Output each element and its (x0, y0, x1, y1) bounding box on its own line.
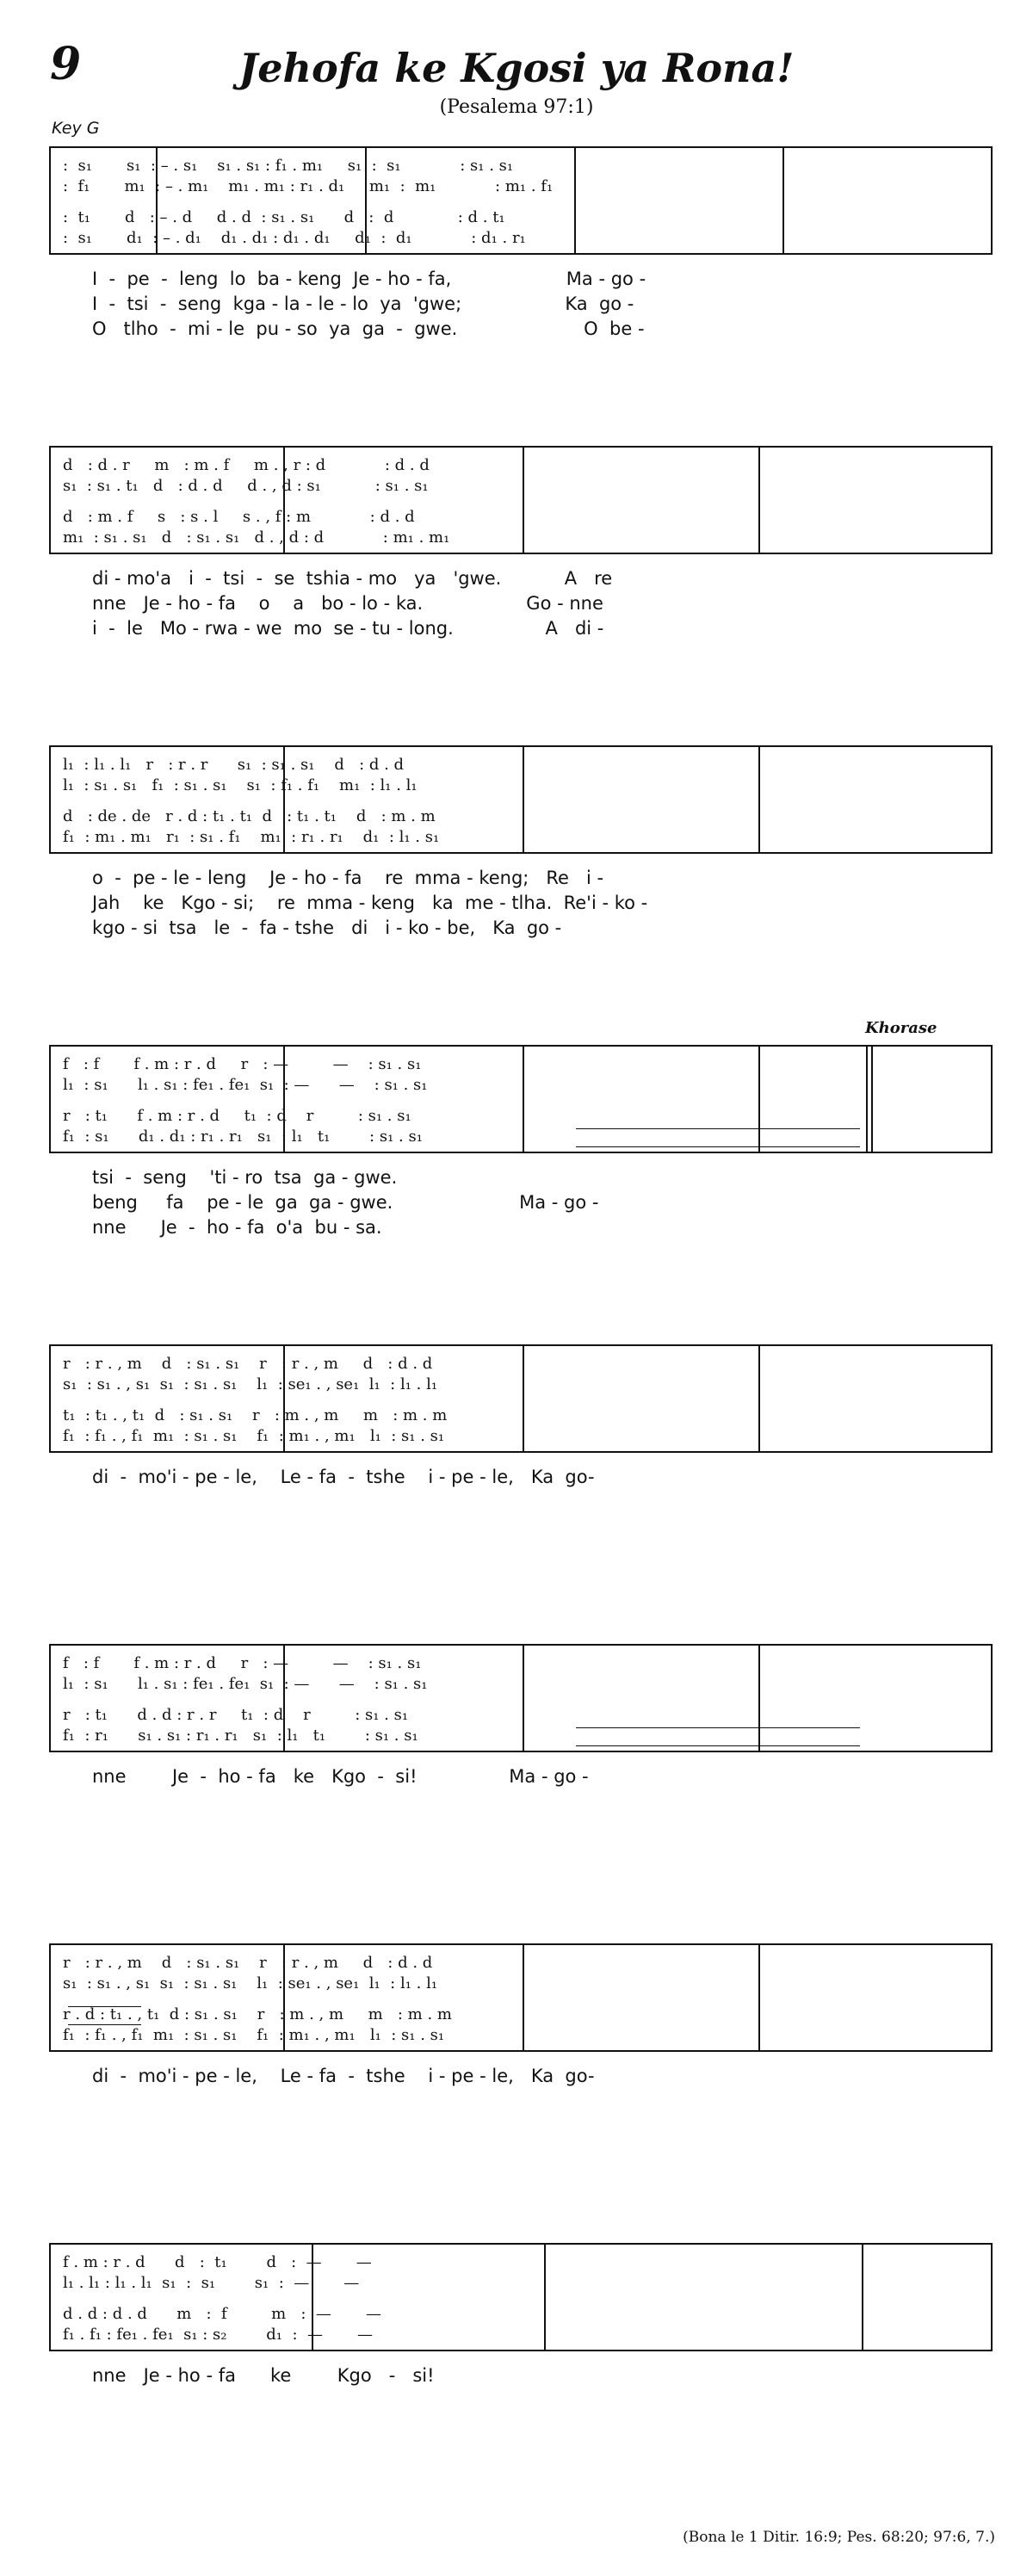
solfa-notes: f₁ : s₁ d₁ . d₁ : r₁ . r₁ s₁ : l₁ t₁ : s₁ . s₁ (63, 1127, 423, 1146)
solfa-notes: t₁ : t₁ . , t₁ d : s₁ . s₁ r : m . , m m : m . m (63, 1406, 448, 1424)
solfa-notes: f₁ : f₁ . , f₁ m₁ : s₁ . s₁ f₁ : m₁ . , m₁ l₁ : s₁ . s₁ (63, 2026, 445, 2044)
lyric-text: I - pe - leng lo ba - keng Je - ho - fa, Ma - go - (92, 269, 646, 289)
chorus-label: Khorase (865, 1019, 937, 1037)
solfa-notes: l₁ . l₁ : l₁ . l₁ s₁ : s₁ s₁ : — — (63, 2274, 360, 2292)
music-system-7 (49, 1943, 993, 2052)
solfa-notes: d : d . r m : m . f m . , r : d : d . d (63, 456, 430, 474)
lyric-line (49, 916, 993, 940)
solfa-notes: s₁ : s₁ . t₁ d : d . d d . , d : s₁ : s₁ . s₁ (63, 477, 429, 495)
solfa-notes: : f₁ m₁ : – . m₁ m₁ . m₁ : r₁ . d₁ m₁ : m₁ : m₁ . f₁ (63, 177, 554, 195)
lyric-text: nne Je - ho - fa o'a bu - sa. (92, 1217, 382, 1238)
music-system-1 (49, 146, 993, 255)
lyric-text: kgo - si tsa le - fa - tshe di i - ko - be, Ka go - (92, 917, 562, 938)
solfa-notes: r : t₁ d . d : r . r t₁ : d r : s₁ . s₁ (63, 1706, 409, 1724)
solfa-notes: f₁ : r₁ s₁ . s₁ : r₁ . r₁ s₁ : l₁ t₁ : s₁ . s₁ (63, 1727, 418, 1745)
solfa-row (51, 1971, 991, 1997)
solfa-notes: f : f f . m : r . d r : — — : s₁ . s₁ (63, 1654, 422, 1672)
solfa-notes: r : t₁ f . m : r . d t₁ : d r : s₁ . s₁ (63, 1107, 411, 1125)
solfa-row (51, 2023, 991, 2048)
solfa-row (51, 2322, 991, 2348)
solfa-row (51, 225, 991, 251)
solfa-notes: m₁ : s₁ . s₁ d : s₁ . s₁ d . , d : d : m₁ . m₁ (63, 528, 450, 547)
music-system-4 (49, 1045, 993, 1153)
solfa-row (51, 773, 991, 799)
lyric-text: o - pe - le - leng Je - ho - fa re mma - keng; Re i - (92, 868, 604, 888)
lyric-text: di - mo'i - pe - le, Le - fa - tshe i - pe - le, Ka go- (92, 1467, 595, 1487)
music-system-2 (49, 446, 993, 554)
lyric-line (49, 1215, 993, 1239)
solfa-notes: d : de . de r . d : t₁ . t₁ d : t₁ . t₁ d : m . m (63, 807, 436, 825)
hymn-number: 9 (50, 38, 82, 90)
lyric-text: nne Je - ho - fa ke Kgo - si! Ma - go - (92, 1766, 589, 1787)
lyric-text: beng fa pe - le ga ga - gwe. Ma - go - (92, 1192, 599, 1213)
solfa-row (51, 1424, 991, 1449)
lyric-line (49, 891, 993, 915)
solfa-notes: r . d : t₁ . , t₁ d : s₁ . s₁ r : m . , m m : m . m (63, 2005, 452, 2023)
solfa-notes: d : m . f s : s . l s . , f : m : d . d (63, 508, 415, 526)
solfa-notes: f . m : r . d d : t₁ d : — — (63, 2253, 372, 2271)
solfa-notes: l₁ : s₁ l₁ . s₁ : fe₁ . fe₁ s₁ : — — : s₁ . s₁ (63, 1675, 428, 1693)
lyric-line (49, 616, 993, 640)
lyric-text: nne Je - ho - fa ke Kgo - si! (92, 2365, 435, 2386)
solfa-row (51, 1072, 991, 1098)
lyric-text: Jah ke Kgo - si; re mma - keng ka me - tlha. Re'i - ko - (92, 893, 648, 913)
footnote-references: (Bona le 1 Ditir. 16:9; Pes. 68:20; 97:6, 7.) (683, 2529, 995, 2546)
lyric-text: di - mo'i - pe - le, Le - fa - tshe i - pe - le, Ka go- (92, 2066, 595, 2086)
music-system-6 (49, 1644, 993, 1752)
solfa-row (51, 825, 991, 850)
solfa-row (51, 2270, 991, 2296)
slur-bracket (576, 1128, 860, 1147)
hymn-title: Jehofa ke Kgosi ya Rona! (238, 45, 795, 91)
solfa-row (51, 174, 991, 200)
lyric-line (49, 591, 993, 615)
solfa-notes: l₁ : l₁ . l₁ r : r . r s₁ : s₁ . s₁ d : d . d (63, 756, 405, 774)
key-signature: Key G (52, 119, 100, 138)
solfa-row (51, 1671, 991, 1697)
solfa-notes: s₁ : s₁ . , s₁ s₁ : s₁ . s₁ l₁ : se₁ . , se₁ l₁ : l₁ . l₁ (63, 1375, 438, 1393)
solfa-notes: r : r . , m d : s₁ . s₁ r : r . , m d : d . d (63, 1355, 433, 1373)
lyric-text: nne Je - ho - fa o a bo - lo - ka. Go - nne (92, 593, 603, 614)
lyric-line (49, 1190, 993, 1214)
lyric-line (49, 1764, 993, 1788)
solfa-notes: f₁ . f₁ : fe₁ . fe₁ s₁ : s₂ d₁ : — — (63, 2326, 374, 2344)
solfa-row (51, 525, 991, 551)
lyric-line (49, 1165, 993, 1189)
lyric-line (49, 292, 993, 316)
solfa-notes: r : r . , m d : s₁ . s₁ r : r . , m d : d . d (63, 1954, 433, 1972)
music-system-5 (49, 1344, 993, 1453)
lyric-line (49, 317, 993, 341)
scripture-reference: (Pesalema 97:1) (439, 96, 594, 118)
lyric-line (49, 267, 993, 291)
solfa-notes: f₁ : m₁ . m₁ r₁ : s₁ . f₁ m₁ : r₁ . r₁ d₁ : l₁ . s₁ (63, 828, 440, 846)
lyric-line (49, 566, 993, 590)
solfa-notes: : s₁ d₁ : – . d₁ d₁ . d₁ : d₁ . d₁ d₁ : d₁ : d₁ . r₁ (63, 229, 526, 247)
slur-bracket (576, 1727, 860, 1746)
solfa-row (51, 1372, 991, 1398)
solfa-notes: f₁ : f₁ . , f₁ m₁ : s₁ . s₁ f₁ : m₁ . , m₁ l₁ : s₁ . s₁ (63, 1427, 445, 1445)
lyric-text: i - le Mo - rwa - we mo se - tu - long. A di - (92, 618, 604, 639)
solfa-notes: f : f f . m : r . d r : — — : s₁ . s₁ (63, 1055, 422, 1073)
solfa-notes: l₁ : s₁ l₁ . s₁ : fe₁ . fe₁ s₁ : — — : s₁ . s₁ (63, 1076, 428, 1094)
solfa-row (51, 473, 991, 499)
solfa-notes: s₁ : s₁ . , s₁ s₁ : s₁ . s₁ l₁ : se₁ . , se₁ l₁ : l₁ . l₁ (63, 1974, 438, 1992)
solfa-notes: l₁ : s₁ . s₁ f₁ : s₁ . s₁ s₁ : f₁ . f₁ m₁ : l₁ . l₁ (63, 776, 418, 794)
music-system-8 (49, 2243, 993, 2351)
music-system-3 (49, 745, 993, 854)
lyric-text: O tlho - mi - le pu - so ya ga - gwe. O be - (92, 318, 645, 339)
solfa-notes: : t₁ d : – . d d . d : s₁ . s₁ d : d : d . t₁ (63, 208, 505, 226)
solfa-notes: d . d : d . d m : f m : — — (63, 2305, 381, 2323)
lyric-line (49, 866, 993, 890)
slur-bracket (68, 2006, 141, 2025)
lyric-line (49, 2064, 993, 2088)
lyric-line (49, 2363, 993, 2388)
lyric-text: tsi - seng 'ti - ro tsa ga - gwe. (92, 1167, 398, 1188)
lyric-text: I - tsi - seng kga - la - le - lo ya 'gwe; Ka go - (92, 293, 634, 314)
lyric-line (49, 1465, 993, 1489)
solfa-notes: : s₁ s₁ : – . s₁ s₁ . s₁ : f₁ . m₁ s₁ : s₁ : s₁ . s₁ (63, 157, 514, 175)
lyric-text: di - mo'a i - tsi - se tshia - mo ya 'gwe. A re (92, 568, 613, 589)
